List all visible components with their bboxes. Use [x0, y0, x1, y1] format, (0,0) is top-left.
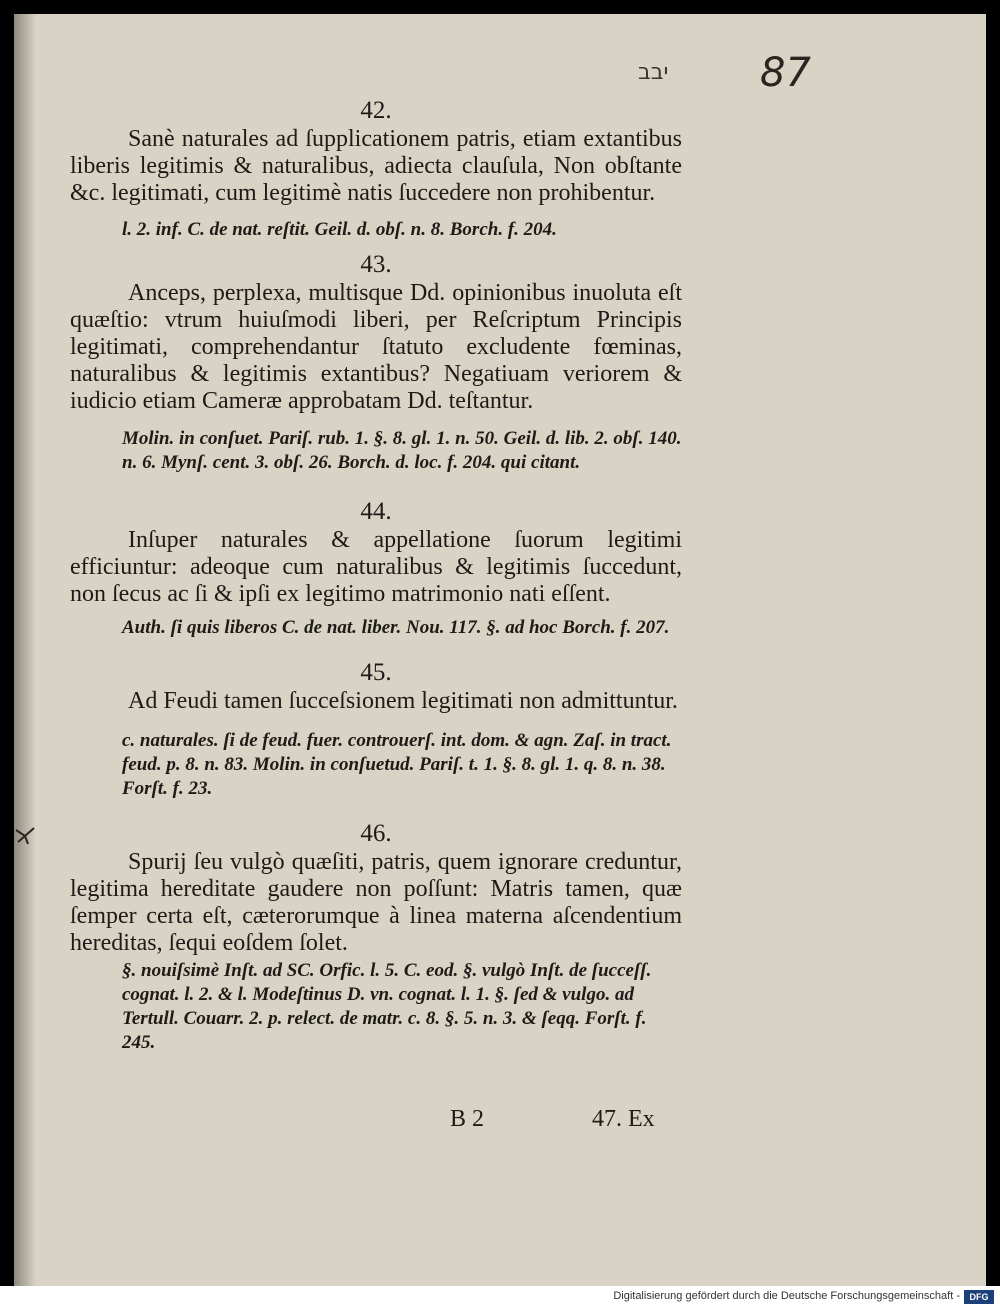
section-citation: Auth. ſi quis liberos C. de nat. liber. Nou. 117. §. ad hoc Borch. f. 207.: [122, 617, 670, 638]
section-citation: c. naturales. ſi de feud. fuer. controuerſ. int. dom. & agn. Zaſ. in tract. feud. p. 8. n. 83. Molin. in conſuetud. Pariſ. t. 1. §. 8. gl. 1. q. 8. n. 38. Forſt. f. 23.: [122, 730, 672, 799]
handwritten-mark: יבב: [638, 60, 669, 85]
catchword: 47. Ex: [592, 1106, 655, 1132]
page-gutter-shadow: [14, 14, 36, 1286]
section-text: Ad Feudi tamen ſucceſsionem legitimati non admittuntur.: [128, 688, 678, 714]
section-number: 44.: [360, 498, 392, 525]
section-citation: l. 2. inf. C. de nat. reſtit. Geil. d. obſ. n. 8. Borch. f. 204.: [122, 219, 557, 240]
handwritten-page-number: 87: [760, 50, 811, 96]
section-text: Sanè naturales ad ſupplicationem patris, etiam extantibus liberis legitimis & naturalibus, adiecta clauſula, Non obſtante &c. legitimati, cum legitimè natis ſuccedere non prohibentur.: [70, 126, 682, 206]
insect-mark-icon: [14, 824, 36, 846]
book-page: [14, 14, 986, 1286]
signature-mark: B 2: [450, 1106, 485, 1132]
section-text: Anceps, perplexa, multisque Dd. opinionibus inuoluta eſt quæſtio: vtrum huiuſmodi liberi, per Reſcriptum Principis legitimati, comprehendantur ſtatuto excludente fœminas, naturalibus & legitimis extantibus? Negatiuam veriorem & iudicio etiam Cameræ approbatam Dd. teſtantur.: [70, 280, 682, 414]
section-citation: Molin. in conſuet. Pariſ. rub. 1. §. 8. gl. 1. n. 50. Geil. d. lib. 2. obſ. 140. n. 6. Mynſ. cent. 3. obſ. 26. Borch. d. loc. f. 204. qui citant.: [122, 428, 682, 473]
section-number: 46.: [360, 820, 392, 847]
dfg-logo-icon: DFG: [964, 1290, 994, 1304]
section-number: 43.: [360, 251, 392, 278]
section-number: 42.: [360, 97, 392, 124]
section-citation: §. nouiſsimè Inſt. ad SC. Orfic. l. 5. C. eod. §. vulgò Inſt. de ſucceſſ. cognat. l. 2. & l. Modeſtinus D. vn. cognat. l. 1. §. ſed & vulgo. ad Tertull. Couarr. 2. p. relect. de matr. c. 8. §. 5. n. 3. & ſeqq. Forſt. f. 245.: [122, 960, 652, 1053]
credit-text: Digitalisierung gefördert durch die Deutsche Forschungsgemeinschaft -: [613, 1290, 960, 1302]
credit-bar: [0, 1286, 1000, 1309]
section-text: Inſuper naturales & appellatione ſuorum legitimi efficiuntur: adeoque cum naturalibus & legitimis ſuccedunt, non ſecus ac ſi & ipſi ex legitimo matrimonio nati eſſent.: [70, 527, 682, 607]
section-text: Spurij ſeu vulgò quæſiti, patris, quem ignorare creduntur, legitima hereditate gaudere non poſſunt: Matris tamen, quæ ſemper certa eſt, cæterorumque à linea materna aſcendentium hereditas, ſequi eoſdem ſolet.: [70, 849, 682, 956]
section-number: 45.: [360, 659, 392, 686]
page-text: [70, 90, 682, 1055]
